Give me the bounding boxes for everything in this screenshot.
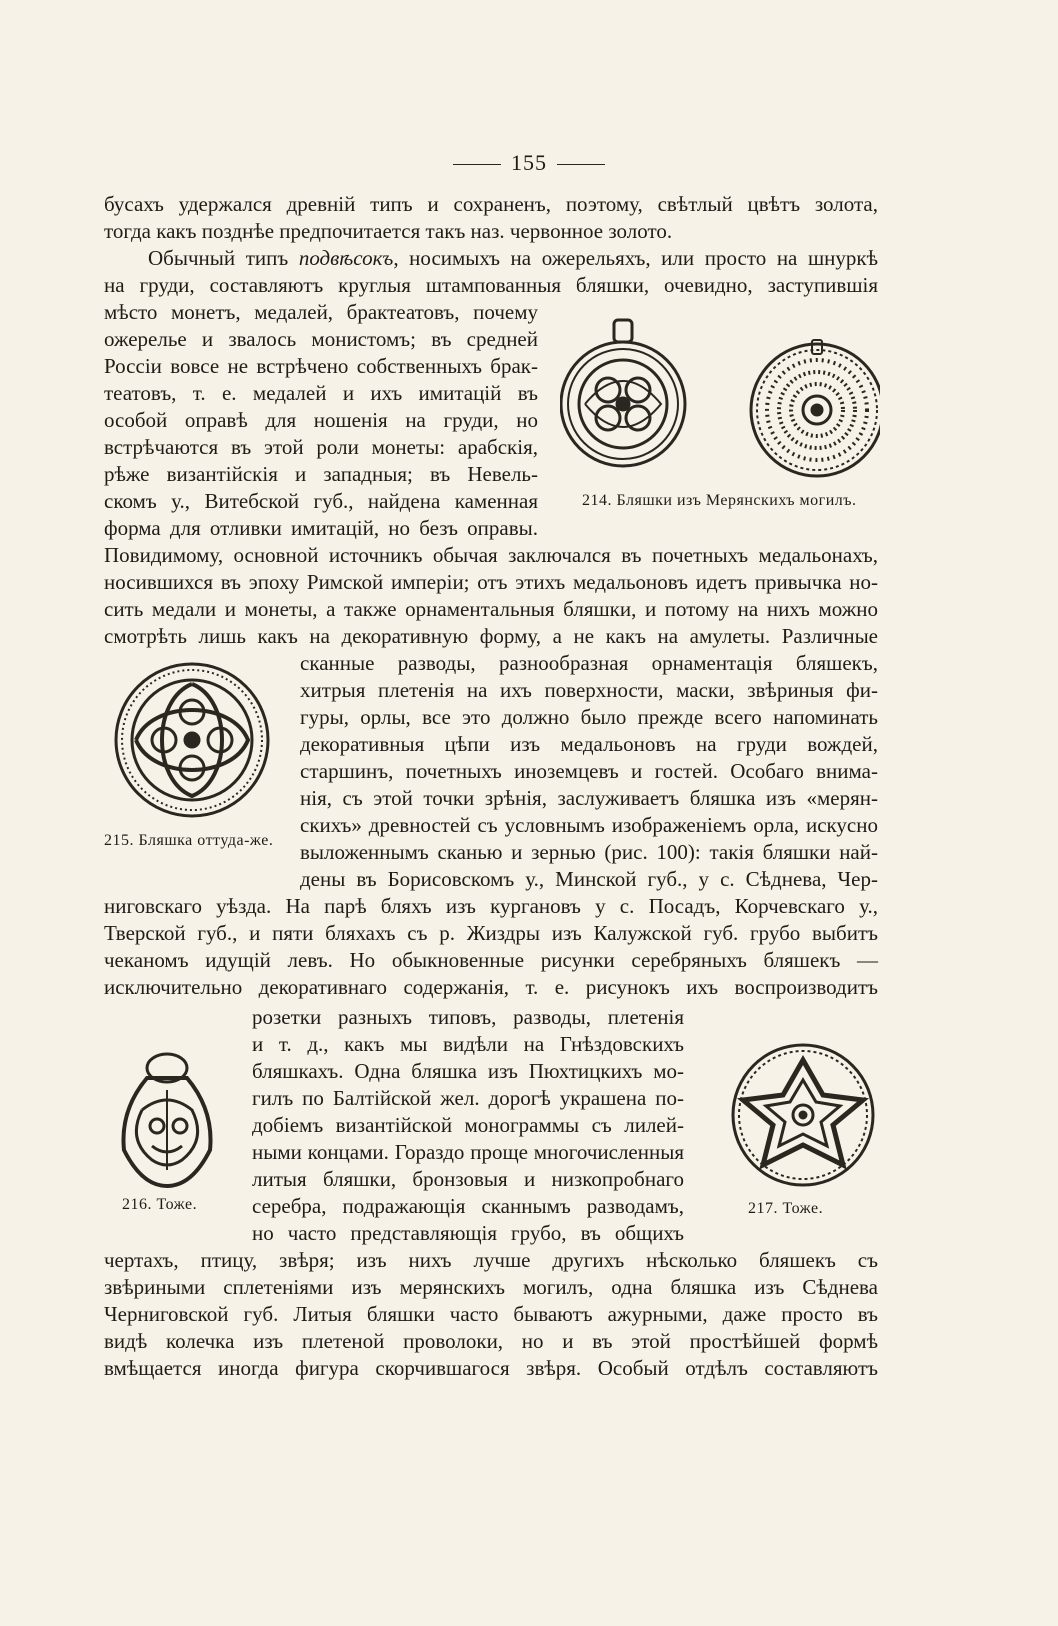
text-line-06: ожерелье и звалось монистомъ; въ средней [104, 327, 538, 351]
text-line-16: сить медали и монеты, а также орнаментальныя бляшки, и потому на нихъ можно [104, 597, 878, 621]
caption-figure-215: 215. Бляшка оттуда-же. [104, 832, 274, 849]
text-line-07: Россіи вовсе не встрѣчено собственныхъ брак- [104, 354, 538, 378]
text-line-26: дены въ Борисовскомъ у., Минской губ., у с. Сѣднева, Чер- [300, 867, 878, 891]
text-line-25: выложеннымъ сканью и зернью (рис. 100): такія бляшки най- [300, 840, 878, 864]
text-line-05: мѣсто монетъ, медалей, брактеатовъ, почему [104, 300, 538, 324]
figure-216-drawing [112, 1050, 222, 1190]
text-line-15: носившихся въ эпоху Римской имперіи; отъ этихъ медальоновъ идетъ привычка но- [104, 570, 878, 594]
text-line-22: старшинъ, почетныхъ иноземцевъ и гостей. Особаго внима- [300, 759, 878, 783]
page-number [0, 150, 1058, 176]
text-line-44: вмѣщается иногда фигура скорчившагося звѣря. Особый отдѣлъ составляютъ [104, 1356, 878, 1380]
text-line-01: бусахъ удержался древній типъ и сохраненъ, поэтому, свѣтлый цвѣтъ золота, [104, 192, 878, 216]
text-line-08: театовъ, т. е. медалей и ихъ имитацій въ [104, 381, 538, 405]
figure-216 [112, 1050, 222, 1190]
text-line-40: чертахъ, птицу, звѣря; изъ нихъ лучше другихъ нѣсколько бляшекъ съ [104, 1248, 878, 1272]
text-line-10: встрѣчаются въ этой роли монеты: арабскія, [104, 435, 538, 459]
plaque-with-loop [561, 320, 685, 466]
text-line-30: исключительно декоративнаго содержанія, т. е. рисунокъ ихъ воспроизводитъ [104, 975, 878, 999]
text-line-13: форма для отливки имитацій, но безъ оправы. [104, 516, 538, 540]
text-line-33: бляшкахъ. Одна бляшка изъ Пюхтицкихъ мо- [252, 1059, 684, 1083]
text-line-31: розетки разныхъ типовъ, разводы, плетенія [252, 1005, 684, 1029]
text-line-29: чеканомъ идущій левъ. Но обыкновенные рисунки серебряныхъ бляшекъ — [104, 948, 878, 972]
text-line-38: серебра, подражающія сканнымъ разводамъ, [252, 1194, 684, 1218]
figure-214-drawing [560, 318, 880, 478]
text-line-19: хитрыя плетенія на ихъ поверхности, маски, звѣриныя фи- [300, 678, 878, 702]
text-line-04: на груди, составляютъ круглыя штампованныя бляшки, очевидно, заступившія [104, 273, 878, 297]
figure-217-drawing [728, 1040, 878, 1190]
figure-215 [112, 660, 272, 820]
text-line-34: гилъ по Балтійской жел. дорогѣ украшена по- [252, 1086, 684, 1110]
text-line-12: скомъ у., Витебской губ., найдена каменная [104, 489, 538, 513]
page-number-rule-left [453, 164, 501, 165]
text-line-18: сканные разводы, разнообразная орнаментація бляшекъ, [300, 651, 878, 675]
text-line-14: Повидимому, основной источникъ обычая заключался въ почетныхъ медальонахъ, [104, 543, 878, 567]
text-line-09: особой оправѣ для ношенія на груди, но [104, 408, 538, 432]
text-line-43: видѣ колечка изъ плетеной проволоки, но и въ этой простѣйшей формѣ [104, 1329, 878, 1353]
text-line-41: звѣриными сплетеніями изъ мерянскихъ могилъ, одна бляшка изъ Сѣднева [104, 1275, 878, 1299]
text-line-32: и т. д., какъ мы видѣли на Гнѣздовскихъ [252, 1032, 684, 1056]
caption-figure-217: 217. Тоже. [748, 1200, 824, 1217]
figure-215-drawing [112, 660, 272, 820]
plaque-granulated [751, 340, 880, 476]
text-line-35: добіемъ византійской монограммы съ лилей- [252, 1113, 684, 1137]
text-line-42: Черниговской губ. Литыя бляшки часто бываютъ ажурными, даже просто въ [104, 1302, 878, 1326]
text-line-23: нія, съ этой точки зрѣнія, заслуживаетъ бляшка изъ «мерян- [300, 786, 878, 810]
text-line-39: но часто представляющія грубо, въ общихъ [252, 1221, 684, 1245]
text-line-24: скихъ» древностей съ условнымъ изображеніемъ орла, искусно [300, 813, 878, 837]
text-line-03 [148, 245, 878, 272]
text-line-37: литыя бляшки, бронзовыя и низкопробнаго [252, 1167, 684, 1191]
text-line-11: рѣже византійскія и западныя; въ Невель- [104, 462, 538, 486]
page-number-text: 155 [511, 150, 547, 175]
text-line-03-part-a: Обычный типъ [148, 246, 299, 270]
term-podvesok: подвѣсокъ [298, 246, 394, 270]
text-line-17: смотрѣть лишь какъ на декоративную форму, а не какъ на амулеты. Различные [104, 624, 878, 648]
text-line-28: Тверской губ., и пяти бляхахъ съ р. Жиздры изъ Калужской губ. грубо выбитъ [104, 921, 878, 945]
text-line-03-part-c: , носимыхъ на ожерельяхъ, или просто на шнуркѣ [393, 246, 878, 270]
text-line-21: декоративныя цѣпи изъ медальоновъ на груди вождей, [300, 732, 878, 756]
text-line-20: гуры, орлы, все это должно было прежде всего напоминать [300, 705, 878, 729]
text-line-02: тогда какъ позднѣе предпочитается такъ наз. червонное золото. [104, 219, 673, 243]
figure-214 [560, 318, 880, 478]
caption-figure-214: 214. Бляшки изъ Мерянскихъ могилъ. [582, 492, 857, 509]
text-line-27: ниговскаго уѣзда. На парѣ бляхъ изъ кургановъ у с. Посадъ, Корчевскаго у., [104, 894, 878, 918]
text-line-36: ными концами. Гораздо проще многочисленныя [252, 1140, 684, 1164]
page-number-rule-right [557, 164, 605, 165]
caption-figure-216: 216. Тоже. [122, 1196, 198, 1213]
figure-217 [728, 1040, 878, 1190]
